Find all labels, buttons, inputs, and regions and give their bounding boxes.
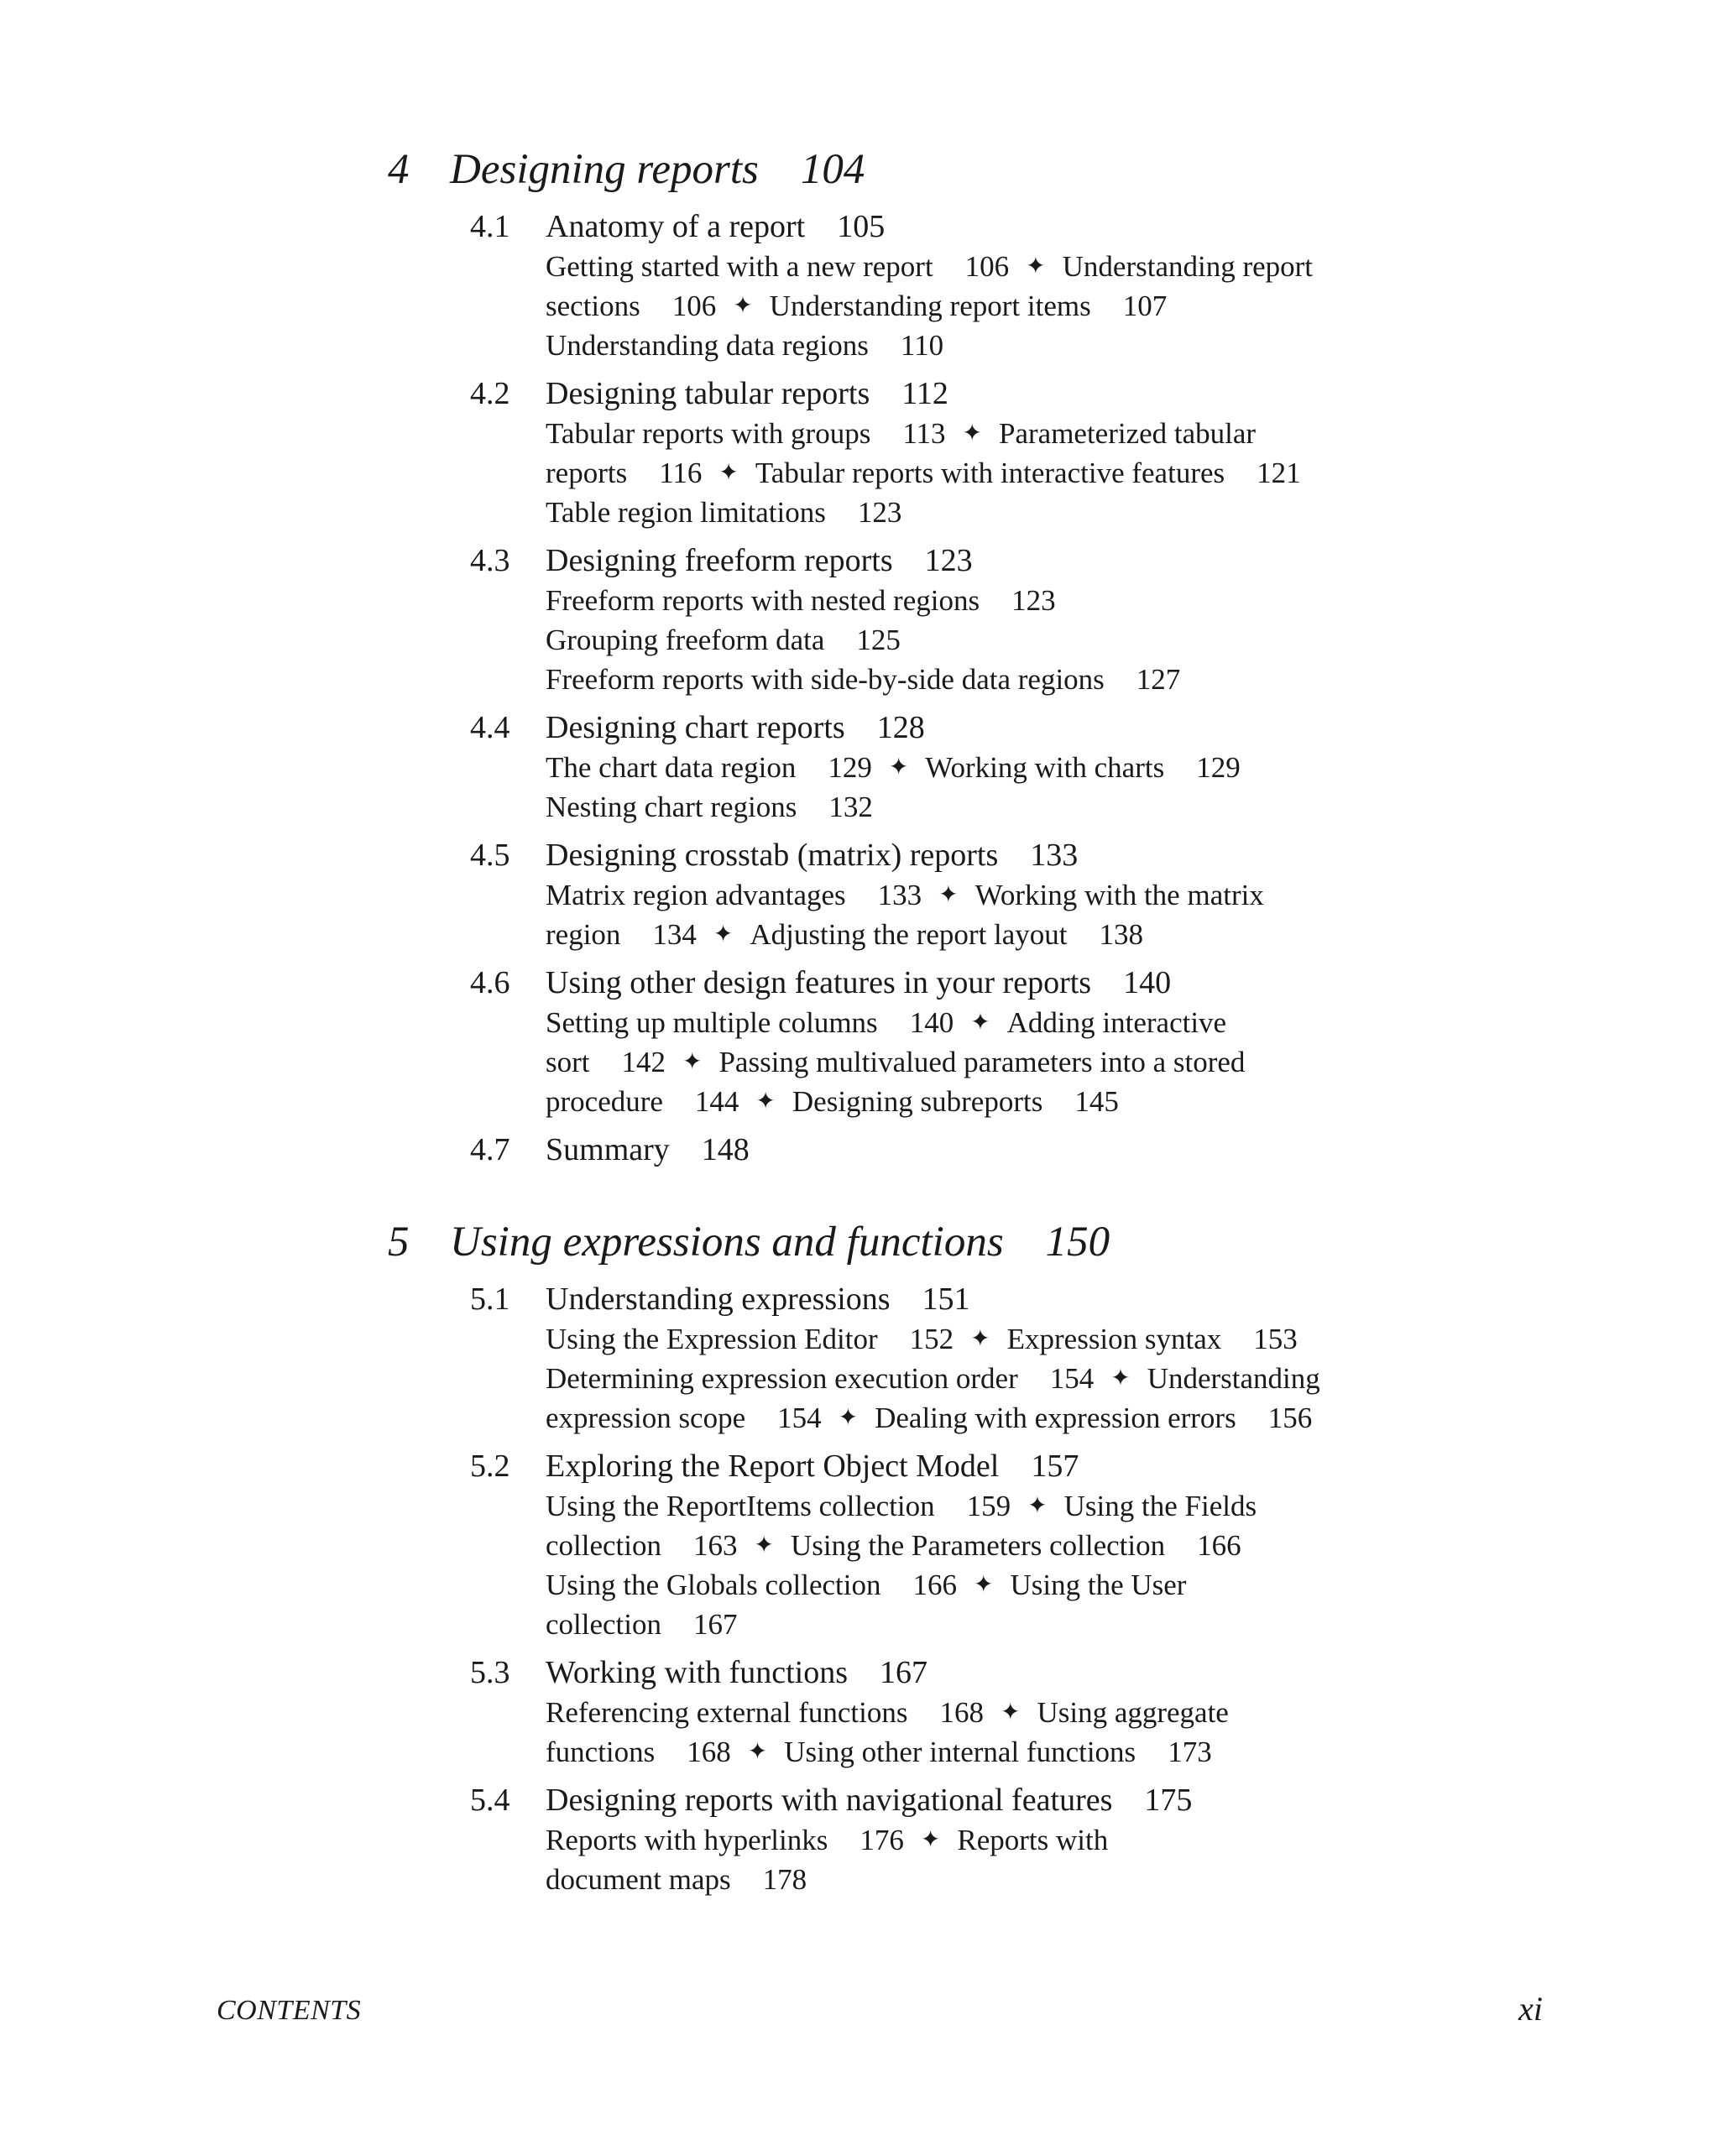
subtopic-page-number: 107 xyxy=(1122,290,1168,322)
separator-diamond-icon: ✦ xyxy=(747,1739,768,1765)
subtopic-text: Understanding report items xyxy=(769,290,1091,322)
subtopic-page-number: 110 xyxy=(900,329,944,362)
separator-diamond-icon: ✦ xyxy=(1026,253,1046,279)
section-number: 4.4 xyxy=(470,710,510,745)
chapter-heading xyxy=(388,141,1429,198)
subtopic-line xyxy=(546,620,1429,660)
subtopic-line xyxy=(546,453,1429,493)
chapter-heading xyxy=(388,1214,1429,1271)
subtopic-line xyxy=(546,326,1429,365)
subtopic-line xyxy=(546,1693,1429,1732)
subtopic-page-number: 167 xyxy=(693,1608,738,1641)
separator-diamond-icon: ✦ xyxy=(1000,1699,1021,1725)
subtopic-page-number: 127 xyxy=(1136,663,1181,696)
subtopic-text: Matrix region advantages xyxy=(546,879,846,911)
section-page-number: 140 xyxy=(1123,965,1172,1000)
section-entry xyxy=(388,1130,1429,1170)
subtopic-text: Tabular reports with interactive features xyxy=(755,457,1225,489)
section-page-number: 148 xyxy=(701,1132,750,1167)
subtopic-page-number: 166 xyxy=(912,1569,958,1601)
subtopic-page-number: 168 xyxy=(687,1736,731,1768)
subtopic-page-number: 132 xyxy=(828,791,873,823)
separator-diamond-icon: ✦ xyxy=(718,460,739,486)
section-entry xyxy=(388,207,1429,365)
subtopic-text: Expression syntax xyxy=(1006,1323,1222,1355)
separator-diamond-icon: ✦ xyxy=(754,1532,774,1558)
subtopic-line xyxy=(546,875,1429,915)
subtopic-page-number: 140 xyxy=(909,1006,954,1039)
subtopic-line xyxy=(546,1820,1429,1860)
subtopic-text: Understanding data regions xyxy=(546,329,869,362)
subtopic-text: collection xyxy=(546,1529,662,1562)
section-page-number: 105 xyxy=(837,209,886,244)
subtopic-page-number: 153 xyxy=(1253,1323,1298,1355)
subtopic-text: Using the Globals collection xyxy=(546,1569,881,1601)
section-heading xyxy=(546,708,1429,748)
subtopic-page-number: 173 xyxy=(1168,1736,1212,1768)
subtopic-text: Dealing with expression errors xyxy=(875,1402,1236,1434)
section-page-number: 167 xyxy=(880,1655,928,1690)
section-number: 4.5 xyxy=(470,838,510,873)
subtopic-page-number: 129 xyxy=(1196,751,1241,784)
section-entry xyxy=(388,963,1429,1121)
subtopic-page-number: 123 xyxy=(857,496,902,529)
subtopic-text: sections xyxy=(546,290,640,322)
section-heading xyxy=(546,1130,1429,1170)
subtopic-line xyxy=(546,1732,1429,1772)
section-title-text: Designing freeform reports xyxy=(546,543,893,578)
section-heading xyxy=(546,836,1429,875)
separator-diamond-icon: ✦ xyxy=(838,1405,859,1431)
section-heading xyxy=(546,207,1429,247)
separator-diamond-icon: ✦ xyxy=(962,420,982,446)
chapter-number: 5 xyxy=(388,1219,410,1266)
section-title-text: Designing reports with navigational features xyxy=(546,1783,1113,1818)
section-page-number: 133 xyxy=(1030,838,1079,873)
section-entry xyxy=(388,1781,1429,1899)
subtopic-text: collection xyxy=(546,1608,662,1641)
subtopic-line xyxy=(546,1082,1429,1121)
section-heading xyxy=(546,1653,1429,1693)
table-of-contents xyxy=(388,141,1429,1899)
subtopic-text: Grouping freeform data xyxy=(546,624,825,656)
subtopic-text: Nesting chart regions xyxy=(546,791,797,823)
section-heading xyxy=(546,374,1429,414)
subtopic-page-number: 154 xyxy=(777,1402,822,1434)
section-number: 4.6 xyxy=(470,965,510,1000)
chapter-entry xyxy=(388,1214,1429,1899)
subtopic-text: Reports with xyxy=(957,1824,1109,1856)
subtopic-text: Working with the matrix xyxy=(974,879,1264,911)
section-entry xyxy=(388,541,1429,699)
subtopic-page-number: 142 xyxy=(621,1046,666,1078)
subtopic-page-number: 178 xyxy=(762,1863,807,1896)
chapter-title-text: Using expressions and functions xyxy=(450,1219,1004,1266)
subtopic-text: Getting started with a new report xyxy=(546,250,933,283)
section-number: 4.3 xyxy=(470,543,510,578)
subtopic-text: Freeform reports with side-by-side data regions xyxy=(546,663,1105,696)
subtopic-line xyxy=(546,660,1429,699)
separator-diamond-icon: ✦ xyxy=(755,1088,776,1115)
separator-diamond-icon: ✦ xyxy=(970,1010,990,1036)
section-number: 5.1 xyxy=(470,1282,510,1317)
subtopic-text: Tabular reports with groups xyxy=(546,417,871,450)
section-title-text: Anatomy of a report xyxy=(546,209,806,244)
subtopic-page-number: 125 xyxy=(856,624,901,656)
subtopic-page-number: 168 xyxy=(939,1696,984,1729)
subtopic-line xyxy=(546,1003,1429,1042)
section-number: 5.2 xyxy=(470,1449,510,1484)
subtopic-page-number: 106 xyxy=(671,290,717,322)
page-number-roman: xi xyxy=(1518,1990,1543,2028)
subtopic-page-number: 121 xyxy=(1257,457,1301,489)
subtopic-page-number: 154 xyxy=(1049,1362,1095,1395)
section-page-number: 157 xyxy=(1031,1449,1079,1484)
subtopic-text: region xyxy=(546,918,621,951)
separator-diamond-icon: ✦ xyxy=(974,1572,994,1598)
subtopic-text: reports xyxy=(546,457,628,489)
subtopic-page-number: 145 xyxy=(1074,1085,1119,1118)
subtopic-text: Adjusting the report layout xyxy=(750,918,1068,951)
subtopic-line xyxy=(546,1860,1429,1899)
subtopic-text: Using the Parameters collection xyxy=(790,1529,1166,1562)
subtopic-text: Adding interactive xyxy=(1006,1006,1227,1039)
separator-diamond-icon: ✦ xyxy=(1110,1365,1131,1391)
subtopic-line xyxy=(546,1526,1429,1565)
subtopic-line xyxy=(546,247,1429,286)
subtopic-page-number: 144 xyxy=(694,1085,739,1118)
section-number: 4.7 xyxy=(470,1132,510,1167)
separator-diamond-icon: ✦ xyxy=(733,293,753,319)
section-heading xyxy=(546,1447,1429,1486)
subtopic-line xyxy=(546,286,1429,326)
section-number: 5.4 xyxy=(470,1783,510,1818)
subtopic-page-number: 116 xyxy=(659,457,703,489)
subtopic-text: The chart data region xyxy=(546,751,797,784)
subtopic-line xyxy=(546,1359,1429,1398)
section-page-number: 175 xyxy=(1144,1783,1193,1818)
subtopic-text: Using the ReportItems collection xyxy=(546,1490,935,1522)
section-entry xyxy=(388,1653,1429,1772)
subtopic-line xyxy=(546,493,1429,532)
subtopic-text: Understanding xyxy=(1147,1362,1320,1395)
section-heading xyxy=(546,1280,1429,1319)
section-title-text: Exploring the Report Object Model xyxy=(546,1449,1000,1484)
subtopic-text: procedure xyxy=(546,1085,663,1118)
separator-diamond-icon: ✦ xyxy=(920,1827,941,1853)
subtopic-text: sort xyxy=(546,1046,590,1078)
subtopic-page-number: 159 xyxy=(966,1490,1011,1522)
section-title-text: Designing crosstab (matrix) reports xyxy=(546,838,999,873)
subtopic-text: Using the Expression Editor xyxy=(546,1323,878,1355)
chapter-page-number: 150 xyxy=(1045,1219,1110,1266)
subtopic-text: Passing multivalued parameters into a stored xyxy=(718,1046,1246,1078)
section-entry xyxy=(388,1280,1429,1438)
subtopic-text: Determining expression execution order xyxy=(546,1362,1018,1395)
subtopic-text: Parameterized tabular xyxy=(999,417,1257,450)
subtopic-text: Designing subreports xyxy=(792,1085,1043,1118)
subtopic-page-number: 106 xyxy=(964,250,1010,283)
subtopic-line xyxy=(546,1605,1429,1644)
subtopic-line xyxy=(546,581,1429,620)
section-page-number: 112 xyxy=(901,376,948,411)
subtopic-line xyxy=(546,1398,1429,1438)
subtopic-page-number: 138 xyxy=(1099,918,1144,951)
section-title-text: Using other design features in your reports xyxy=(546,965,1092,1000)
subtopic-text: Working with charts xyxy=(925,751,1165,784)
section-title-text: Designing chart reports xyxy=(546,710,845,745)
subtopic-line xyxy=(546,1565,1429,1605)
subtopic-text: Table region limitations xyxy=(546,496,826,529)
section-title-text: Summary xyxy=(546,1132,670,1167)
chapter-page-number: 104 xyxy=(800,146,865,193)
subtopic-line xyxy=(546,1486,1429,1526)
section-heading xyxy=(546,1781,1429,1820)
subtopic-line xyxy=(546,748,1429,787)
subtopic-line xyxy=(546,915,1429,954)
subtopic-page-number: 156 xyxy=(1267,1402,1313,1434)
subtopic-text: Freeform reports with nested regions xyxy=(546,584,980,617)
chapter-number: 4 xyxy=(388,146,410,193)
subtopic-text: functions xyxy=(546,1736,656,1768)
subtopic-text: Referencing external functions xyxy=(546,1696,908,1729)
section-entry xyxy=(388,1447,1429,1644)
subtopic-page-number: 176 xyxy=(860,1824,904,1856)
subtopic-page-number: 163 xyxy=(693,1529,738,1562)
section-title-text: Understanding expressions xyxy=(546,1282,891,1317)
separator-diamond-icon: ✦ xyxy=(713,921,734,947)
subtopic-text: Using the User xyxy=(1010,1569,1187,1601)
section-page-number: 128 xyxy=(876,710,925,745)
section-title-text: Designing tabular reports xyxy=(546,376,870,411)
subtopic-line xyxy=(546,1042,1429,1082)
subtopic-text: document maps xyxy=(546,1863,731,1896)
chapter-entry xyxy=(388,141,1429,1170)
subtopic-page-number: 134 xyxy=(652,918,697,951)
section-heading xyxy=(546,963,1429,1003)
subtopic-page-number: 166 xyxy=(1197,1529,1241,1562)
chapter-title-text: Designing reports xyxy=(450,146,759,193)
section-heading xyxy=(546,541,1429,581)
section-entry xyxy=(388,708,1429,827)
section-title-text: Working with functions xyxy=(546,1655,849,1690)
subtopic-text: Using aggregate xyxy=(1037,1696,1229,1729)
section-page-number: 123 xyxy=(924,543,973,578)
section-page-number: 151 xyxy=(922,1282,970,1317)
section-entry xyxy=(388,374,1429,532)
subtopic-page-number: 113 xyxy=(902,417,946,450)
section-entry xyxy=(388,836,1429,954)
subtopic-text: expression scope xyxy=(546,1402,746,1434)
separator-diamond-icon: ✦ xyxy=(938,882,959,908)
subtopic-text: Using other internal functions xyxy=(784,1736,1136,1768)
section-number: 4.1 xyxy=(470,209,510,244)
subtopic-text: Using the Fields xyxy=(1063,1490,1257,1522)
subtopic-text: Understanding report xyxy=(1062,250,1314,283)
subtopic-page-number: 133 xyxy=(877,879,922,911)
separator-diamond-icon: ✦ xyxy=(682,1049,703,1075)
subtopic-line xyxy=(546,787,1429,827)
separator-diamond-icon: ✦ xyxy=(888,754,909,780)
separator-diamond-icon: ✦ xyxy=(970,1326,990,1352)
subtopic-page-number: 152 xyxy=(909,1323,954,1355)
subtopic-page-number: 123 xyxy=(1011,584,1056,617)
separator-diamond-icon: ✦ xyxy=(1027,1493,1048,1519)
running-footer-label: CONTENTS xyxy=(217,1995,362,2026)
subtopic-text: Setting up multiple columns xyxy=(546,1006,878,1039)
subtopic-text: Reports with hyperlinks xyxy=(546,1824,828,1856)
section-number: 5.3 xyxy=(470,1655,510,1690)
subtopic-line xyxy=(546,414,1429,453)
section-number: 4.2 xyxy=(470,376,510,411)
subtopic-line xyxy=(546,1319,1429,1359)
subtopic-page-number: 129 xyxy=(828,751,872,784)
